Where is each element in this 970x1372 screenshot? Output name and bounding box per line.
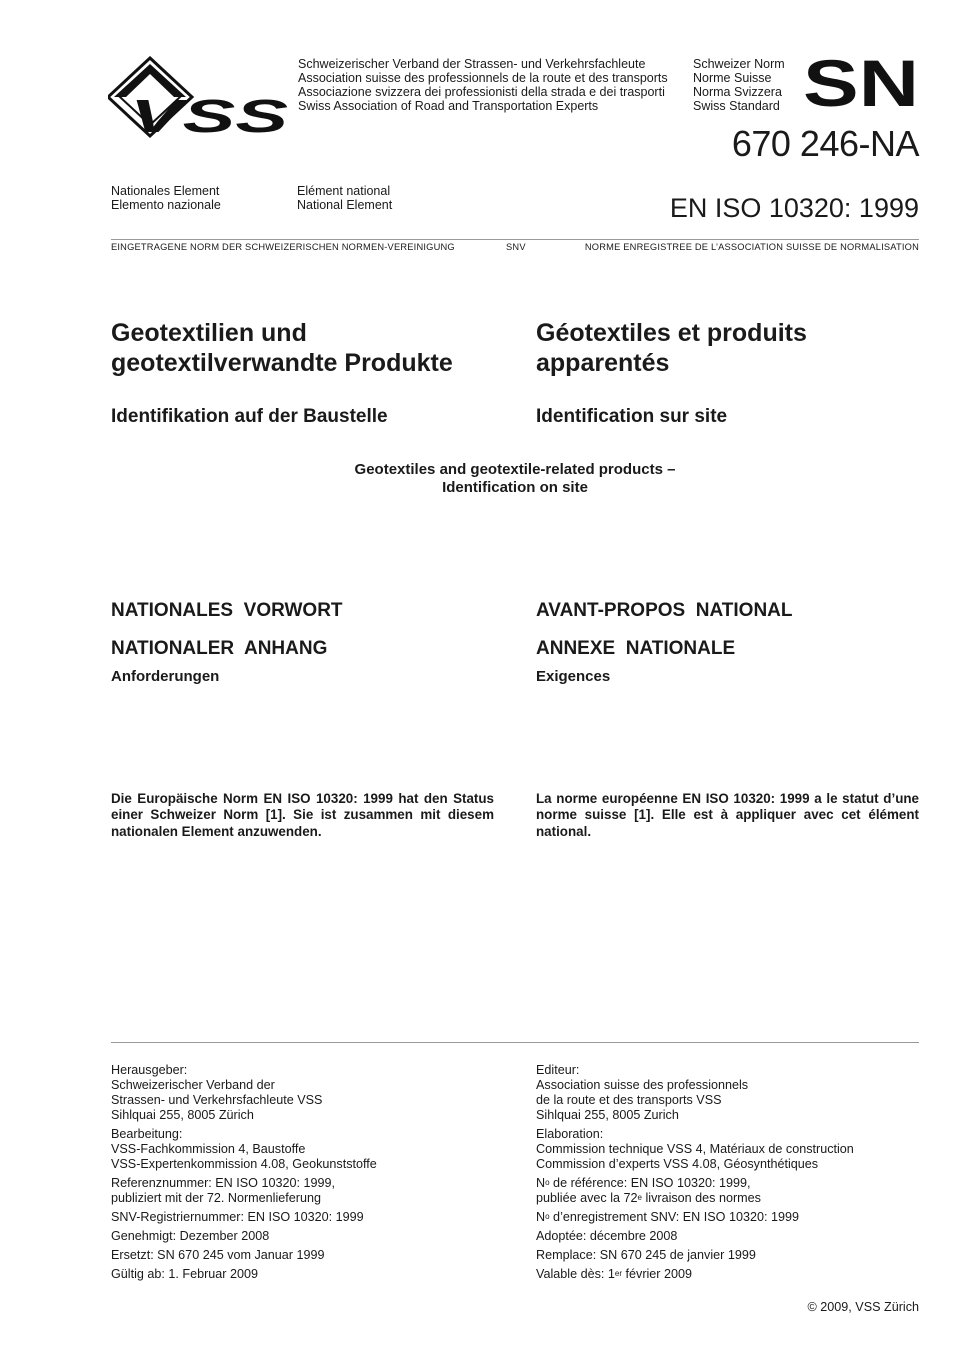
- statement-de: Die Europäische Norm EN ISO 10320: 1999 hat den Status einer Schweizer Norm [1]. Sie ist zusammen mit diesem nationalen Element anzuwenden.: [111, 791, 494, 839]
- standard-type-line: Norme Suisse: [693, 71, 772, 85]
- publisher-address: Sihlquai 255, 8005 Zürich: [111, 1108, 254, 1122]
- reference-text: de référence: EN ISO 10320: 1999,: [549, 1176, 751, 1190]
- title-en-line: Geotextiles and geotextile-related products –: [354, 461, 676, 478]
- snv-text: N: [536, 1210, 546, 1224]
- association-line: Associazione svizzera dei professionisti della strada e dei trasporti: [298, 85, 665, 99]
- national-element-line: Nationales Element: [111, 184, 220, 198]
- requirements-fr: Exigences: [536, 668, 611, 685]
- title-line: Géotextiles et produits: [536, 319, 807, 347]
- title-fr: [536, 318, 807, 378]
- header-rule: [111, 239, 919, 240]
- publisher-address: Sihlquai 255, 8005 Zurich: [536, 1108, 679, 1122]
- sn-logo-text: SN: [803, 56, 919, 108]
- national-element-line: Elemento nazionale: [111, 198, 221, 212]
- footer-de: [111, 1063, 521, 1286]
- annex-fr: ANNEXE NATIONALE: [536, 638, 736, 659]
- foreword-fr: AVANT-PROPOS NATIONAL: [536, 600, 793, 621]
- en-iso-reference: EN ISO 10320: 1999: [669, 193, 919, 223]
- editing-line: VSS-Fachkommission 4, Baustoffe: [111, 1142, 306, 1156]
- superscript: er: [614, 1269, 623, 1278]
- national-element-line: Elément national: [297, 184, 391, 198]
- standard-number: 670 246-NA: [731, 123, 919, 164]
- title-line: apparentés: [536, 349, 670, 377]
- copyright: © 2009, VSS Zürich: [807, 1300, 919, 1314]
- publisher-line: Schweizerischer Verband der: [111, 1078, 275, 1092]
- foreword-de: NATIONALES VORWORT: [111, 600, 343, 621]
- subtitle-de: Identifikation auf der Baustelle: [111, 406, 388, 427]
- valid-text: Gültig ab: 1. Februar 2009: [111, 1267, 259, 1281]
- replaces-text: Ersetzt: SN 670 245 vom Januar 1999: [111, 1248, 325, 1262]
- editing-line: Commission d’experts VSS 4.08, Géosynthétiques: [536, 1157, 819, 1171]
- publisher-label: Herausgeber:: [111, 1063, 188, 1077]
- footer-fr: [536, 1063, 919, 1286]
- standard-type: [693, 57, 785, 113]
- replaces-text: Remplace: SN 670 245 de janvier 1999: [536, 1248, 756, 1262]
- editing-line: VSS-Expertenkommission 4.08, Geokunststoffe: [111, 1157, 377, 1171]
- vss-logo: [108, 56, 292, 140]
- snv-registration-text: [536, 1210, 919, 1225]
- association-line: Swiss Association of Road and Transportation Experts: [298, 99, 599, 113]
- title-en-line: Identification on site: [442, 479, 588, 496]
- association-line: Schweizerischer Verband der Strassen- und Verkehrsfachleute: [298, 57, 646, 71]
- statement-fr: La norme européenne EN ISO 10320: 1999 a le statut d’une norme suisse [1]. Elle est à appliquer avec cet élément national.: [536, 791, 919, 839]
- reference-text: N: [536, 1176, 546, 1190]
- reference-block: [536, 1176, 919, 1206]
- national-element-line: National Element: [297, 198, 393, 212]
- snv-registration-text: SNV-Registriernummer: EN ISO 10320: 1999: [111, 1210, 364, 1224]
- valid-from: [111, 1267, 521, 1282]
- publisher-block: [111, 1063, 521, 1123]
- valid-text-part: février 2009: [622, 1267, 693, 1281]
- approved-text: Adoptée: décembre 2008: [536, 1229, 678, 1243]
- publisher-block: [536, 1063, 919, 1123]
- association-line: Association suisse des professionnels de la route et des transports: [298, 71, 668, 85]
- standard-type-line: Swiss Standard: [693, 99, 780, 113]
- publisher-line: Association suisse des professionnels: [536, 1078, 749, 1092]
- reference-text: livraison des normes: [641, 1191, 761, 1205]
- title-line: geotextilverwandte Produkte: [111, 349, 453, 377]
- snv-registration: [111, 1210, 521, 1225]
- snv-registration: [536, 1210, 919, 1225]
- subtitle-fr: Identification sur site: [536, 406, 728, 427]
- footer-rule: [111, 1042, 919, 1043]
- publisher-line: de la route et des transports VSS: [536, 1093, 722, 1107]
- reference-line: [536, 1176, 919, 1191]
- national-element-de: [111, 184, 221, 212]
- vss-logo-text: VSS: [130, 90, 289, 140]
- title-de: [111, 318, 453, 378]
- superscript: e: [637, 1193, 642, 1202]
- snv-text: d’enregistrement SNV: EN ISO 10320: 1999: [549, 1210, 800, 1224]
- reference-line: publiziert mit der 72. Normenlieferung: [111, 1191, 321, 1205]
- title-line: Geotextilien und: [111, 319, 307, 347]
- national-element-fr: [297, 184, 392, 212]
- registration-left: EINGETRAGENE NORM DER SCHWEIZERISCHEN NORMEN-VEREINIGUNG: [111, 242, 455, 252]
- valid-text: [536, 1267, 919, 1282]
- reference-line: Referenznummer: EN ISO 10320: 1999,: [111, 1176, 336, 1190]
- superscript: o: [545, 1178, 550, 1187]
- registration-right: NORME ENREGISTREE DE L’ASSOCIATION SUISSE DE NORMALISATION: [584, 242, 919, 252]
- sn-logo: [803, 56, 920, 108]
- association-names: [298, 57, 668, 113]
- reference-text: publiée avec la 72: [536, 1191, 638, 1205]
- editing-block: [111, 1127, 521, 1172]
- replaces-note: [536, 1248, 919, 1263]
- approved-text: Genehmigt: Dezember 2008: [111, 1229, 270, 1243]
- valid-from: [536, 1267, 919, 1282]
- publisher-line: Strassen- und Verkehrsfachleute VSS: [111, 1093, 323, 1107]
- registration-snv: SNV: [506, 242, 526, 252]
- editing-line: Commission technique VSS 4, Matériaux de construction: [536, 1142, 854, 1156]
- editing-label: Elaboration:: [536, 1127, 604, 1141]
- editing-block: [536, 1127, 919, 1172]
- standard-type-line: Norma Svizzera: [693, 85, 782, 99]
- valid-text-part: Valable dès: 1: [536, 1267, 615, 1281]
- requirements-de: Anforderungen: [111, 668, 220, 685]
- reference-block: [111, 1176, 521, 1206]
- approved-date: [111, 1229, 521, 1244]
- replaces-note: [111, 1248, 521, 1263]
- approved-date: [536, 1229, 919, 1244]
- reference-line: [536, 1191, 919, 1206]
- title-en: [111, 461, 919, 497]
- publisher-label: Editeur:: [536, 1063, 580, 1077]
- standard-type-line: Schweizer Norm: [693, 57, 785, 71]
- superscript: o: [545, 1212, 550, 1221]
- editing-label: Bearbeitung:: [111, 1127, 183, 1141]
- annex-de: NATIONALER ANHANG: [111, 638, 328, 659]
